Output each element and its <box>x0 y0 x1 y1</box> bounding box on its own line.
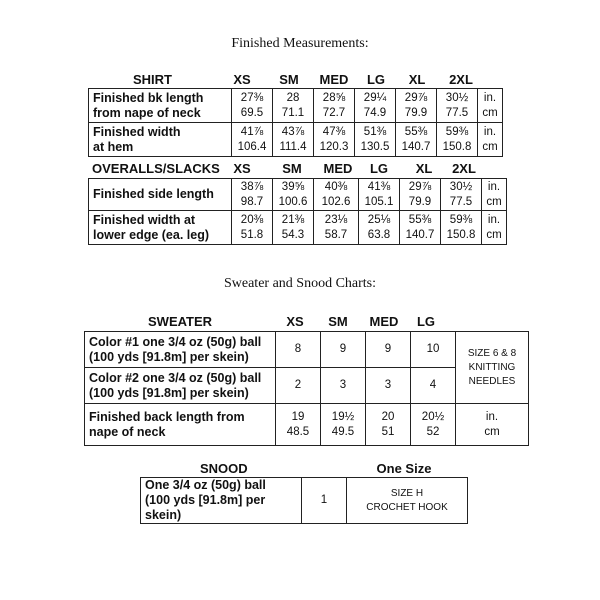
row-label: Finished side length <box>89 179 232 211</box>
sweater-header: SWEATER <box>148 314 213 329</box>
table-row <box>85 332 529 368</box>
overalls-header: OVERALLS/SLACKS <box>92 161 220 176</box>
value-cell: 39⅝ 100.6 <box>273 179 314 211</box>
value-cell: 41⅜ 105.1 <box>359 179 400 211</box>
size-header: XL <box>408 72 426 87</box>
table-row <box>85 404 529 446</box>
size-header: XL <box>415 161 433 176</box>
value-cell: 19 48.5 <box>276 404 321 446</box>
table-row <box>89 89 503 123</box>
size-header: XS <box>233 72 251 87</box>
snood-table <box>140 477 468 524</box>
value-cell: 30½ 77.5 <box>441 179 482 211</box>
hook-cell: SIZE H CROCHET HOOK <box>347 478 468 524</box>
value-cell: 28⅝ 72.7 <box>314 89 355 123</box>
size-header: SM <box>282 161 302 176</box>
row-label: One 3/4 oz (50g) ball (100 yds [91.8m] per skein) <box>141 478 302 524</box>
value-cell: 10 <box>411 332 456 368</box>
size-header: SM <box>279 72 299 87</box>
size-header: LG <box>416 314 436 329</box>
value-cell: 43⅞ 111.4 <box>273 123 314 157</box>
row-label: Color #2 one 3/4 oz (50g) ball (100 yds [91.8m] per skein) <box>85 368 276 404</box>
size-header: 2XL <box>449 72 473 87</box>
size-header: XS <box>233 161 251 176</box>
row-label: Finished back length from nape of neck <box>85 404 276 446</box>
row-label: Color #1 one 3/4 oz (50g) ball (100 yds [91.8m] per skein) <box>85 332 276 368</box>
unit-cell: in. cm <box>478 123 503 157</box>
shirt-header: SHIRT <box>133 72 172 87</box>
value-cell: 20½ 52 <box>411 404 456 446</box>
size-header: LG <box>366 72 386 87</box>
value-cell: 3 <box>321 368 366 404</box>
value-cell: 47⅜ 120.3 <box>314 123 355 157</box>
size-header: XS <box>286 314 304 329</box>
value-cell: 25⅛ 63.8 <box>359 211 400 245</box>
unit-cell: in. cm <box>478 89 503 123</box>
value-cell: 27⅜ 69.5 <box>232 89 273 123</box>
value-cell: 4 <box>411 368 456 404</box>
value-cell: 41⅞ 106.4 <box>232 123 273 157</box>
value-cell: 40⅜ 102.6 <box>314 179 359 211</box>
sweater-table <box>84 331 529 446</box>
value-cell: 38⅞ 98.7 <box>232 179 273 211</box>
value-cell: 8 <box>276 332 321 368</box>
size-header: LG <box>369 161 389 176</box>
value-cell: 29⅞ 79.9 <box>396 89 437 123</box>
value-cell: 2 <box>276 368 321 404</box>
size-header: SM <box>328 314 348 329</box>
value-cell: 9 <box>366 332 411 368</box>
value-cell: 20⅜ 51.8 <box>232 211 273 245</box>
row-label: Finished width at lower edge (ea. leg) <box>89 211 232 245</box>
value-cell: 9 <box>321 332 366 368</box>
needles-cell: SIZE 6 & 8 KNITTING NEEDLES <box>456 332 529 404</box>
shirt-table <box>88 88 503 157</box>
value-cell: 59⅜ 150.8 <box>441 211 482 245</box>
value-cell: 29¼ 74.9 <box>355 89 396 123</box>
snood-header: SNOOD <box>200 461 248 476</box>
value-cell: 30½ 77.5 <box>437 89 478 123</box>
unit-cell: in. cm <box>482 179 507 211</box>
value-cell: 23⅛ 58.7 <box>314 211 359 245</box>
size-header: 2XL <box>452 161 476 176</box>
value-cell: 21⅜ 54.3 <box>273 211 314 245</box>
value-cell: 55⅜ 140.7 <box>400 211 441 245</box>
value-cell: 1 <box>302 478 347 524</box>
value-cell: 20 51 <box>366 404 411 446</box>
table-row <box>89 179 507 211</box>
overalls-table <box>88 178 507 245</box>
unit-cell: in. cm <box>482 211 507 245</box>
finished-measurements-title: Finished Measurements: <box>231 36 369 51</box>
size-header: MED <box>319 72 349 87</box>
unit-cell: in. cm <box>456 404 529 446</box>
value-cell: 59⅜ 150.8 <box>437 123 478 157</box>
value-cell: 29⅞ 79.9 <box>400 179 441 211</box>
size-header: MED <box>323 161 353 176</box>
sweater-snood-title: Sweater and Snood Charts: <box>223 276 377 291</box>
row-label: Finished bk length from nape of neck <box>89 89 232 123</box>
table-row <box>141 478 468 524</box>
table-row <box>89 123 503 157</box>
value-cell: 28 71.1 <box>273 89 314 123</box>
value-cell: 51⅜ 130.5 <box>355 123 396 157</box>
one-size-header: One Size <box>376 461 432 476</box>
table-row <box>89 211 507 245</box>
value-cell: 19½ 49.5 <box>321 404 366 446</box>
value-cell: 3 <box>366 368 411 404</box>
size-header: MED <box>369 314 399 329</box>
value-cell: 55⅜ 140.7 <box>396 123 437 157</box>
row-label: Finished width at hem <box>89 123 232 157</box>
